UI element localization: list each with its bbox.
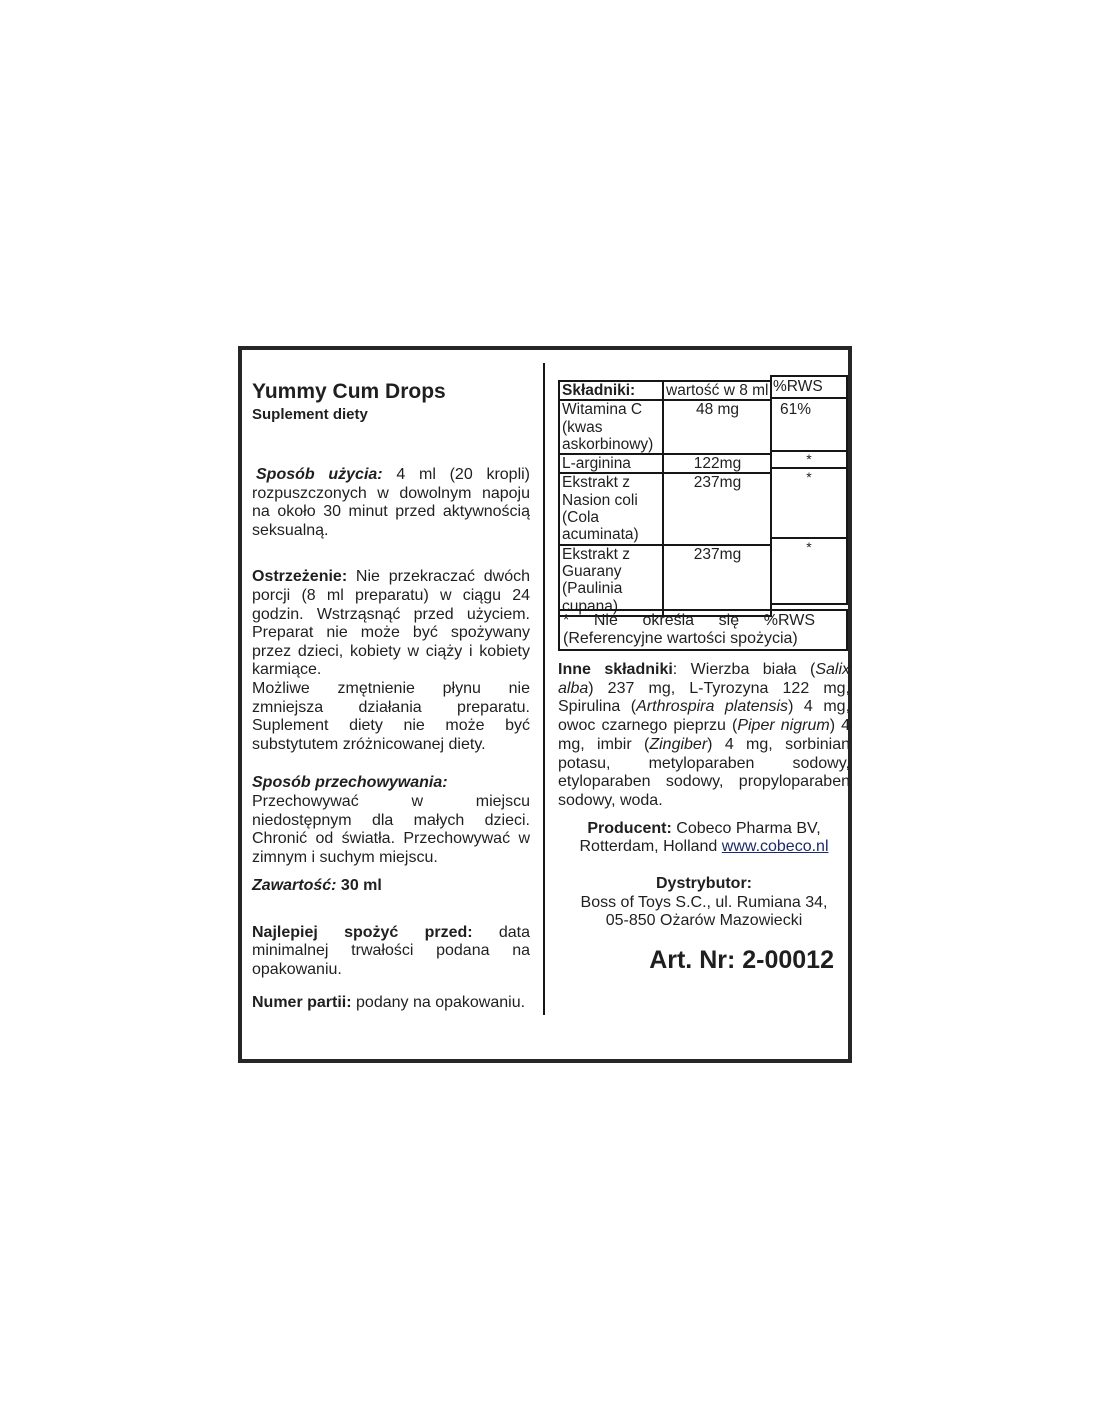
latin-name: Piper nigrum [737, 717, 830, 735]
other-ingredients-text: : Wierzba biała ( [672, 661, 816, 678]
latin-name: Salix alba [558, 661, 851, 697]
warning-part1 [252, 568, 530, 680]
article-number: Art. Nr: 2-00012 [649, 946, 834, 975]
table-row [559, 454, 771, 473]
table-row [559, 400, 771, 454]
usage-paragraph [252, 466, 530, 540]
producer-line2 [558, 838, 850, 857]
table-header-row [559, 381, 771, 400]
cell-value: 122mg [663, 454, 771, 473]
cell-ingredient: L-arginina [559, 454, 663, 473]
cell-ingredient: Ekstrakt z Guarany (Paulinia cupana) [559, 545, 663, 616]
best-before-paragraph [252, 924, 530, 980]
other-ingredients-text: ) 237 mg, L-Tyrozyna 122 mg, Spirulina ( [558, 679, 850, 716]
producer-name: Cobeco Pharma BV, [671, 819, 821, 837]
other-ingredients-label: Inne składniki [558, 661, 673, 678]
product-title: Yummy Cum Drops [252, 380, 446, 403]
warning-label: Ostrzeżenie: [252, 568, 348, 586]
other-ingredients-text: ) 4 mg, sorbinian potasu, metyloparaben sodowy, etyloparaben sodowy, propyloparaben sodowy, woda. [558, 735, 850, 809]
storage-text: Przechowywać w miejscu niedostępnym dla małych dzieci. Chronić od światła. Przechowywać w zimnym i suchym miejscu. [252, 792, 530, 866]
other-ingredients-paragraph [558, 661, 850, 811]
distributor-label: Dystrybutor: [655, 875, 752, 893]
batch-text: podany na opakowaniu. [351, 993, 526, 1011]
producer-city: Rotterdam, Holland [579, 838, 722, 856]
usage-label: Sposób użycia: [256, 466, 383, 483]
distributor-line1: Boss of Toys S.C., ul. Rumiana 34, [580, 893, 828, 911]
distributor-block [558, 875, 850, 931]
batch-label: Numer partii: [252, 993, 352, 1011]
cell-rws: * [806, 451, 812, 467]
producer-line1 [558, 820, 850, 839]
header-rws: %RWS [773, 378, 823, 395]
product-subtitle: Suplement diety [252, 406, 368, 423]
batch-line [252, 994, 530, 1013]
footnote-line2: (Referencyjne wartości spożycia) [563, 629, 798, 647]
cell-ingredient: Ekstrakt z Nasion coli (Cola acuminata) [559, 473, 663, 544]
table-row [559, 545, 771, 616]
label-page [238, 346, 852, 1063]
cell-rws: * [806, 469, 812, 485]
best-before-text: data minimalnej trwałości podana na opakowaniu. [252, 923, 531, 979]
cell-rws: * [806, 539, 812, 555]
left-column [252, 350, 530, 1012]
latin-name: Arthrospira platensis [636, 698, 789, 716]
warning-paragraph [252, 568, 530, 754]
rws-column [770, 375, 848, 605]
cell-value: 237mg [663, 473, 771, 544]
header-value: wartość w 8 ml [663, 381, 771, 400]
latin-name: Zingiber [649, 735, 708, 753]
table-row [559, 473, 771, 544]
contents-line [252, 877, 530, 896]
ingredients-table [558, 375, 850, 645]
producer-website-link[interactable]: www.cobeco.nl [721, 838, 829, 856]
column-divider [543, 363, 545, 1015]
warning-text: Nie przekraczać dwóch porcji (8 ml preparatu) w ciągu 24 godzin. Wstrząsnąć przed użyciem. Preparat nie może być spożywany przez dzieci, kobiety w ciąży i kobiety karmiące. [252, 568, 530, 679]
rws-divider [772, 397, 846, 399]
producer-label: Producent: [587, 819, 672, 837]
usage-text: 4 ml (20 kropli) rozpuszczonych w dowolnym napoju na około 30 minut przed aktywnością seksualną. [252, 466, 531, 539]
best-before-label: Najlepiej spożyć przed: [252, 923, 473, 941]
cell-value: 48 mg [663, 400, 771, 454]
producer-block [558, 820, 850, 857]
other-ingredients-text: ) 4 mg, imbir ( [558, 717, 851, 753]
ingredients-table-main [558, 380, 772, 617]
storage-label: Sposób przechowywania: [252, 774, 448, 792]
warning-part2: Możliwe zmętnienie płynu nie zmniejsza działania preparatu. Suplement diety nie może być substytutem zróżnicowanej diety. [252, 679, 530, 753]
cell-ingredient: Witamina C (kwas askorbinowy) [559, 400, 663, 454]
storage-paragraph [252, 774, 530, 867]
cell-value: 237mg [663, 545, 771, 616]
contents-label: Zawartość: [252, 877, 337, 895]
cell-rws: 61% [780, 401, 812, 418]
right-column [558, 375, 850, 974]
header-ingredient: Składniki: [559, 381, 663, 400]
footnote-line1: * Nie określa się %RWS [563, 612, 815, 629]
table-footnote [558, 609, 848, 651]
other-ingredients-text: ) 4 mg, owoc czarnego pieprzu ( [558, 698, 851, 735]
contents-value: 30 ml [336, 877, 382, 895]
distributor-line2: 05-850 Ożarów Mazowiecki [605, 912, 803, 930]
